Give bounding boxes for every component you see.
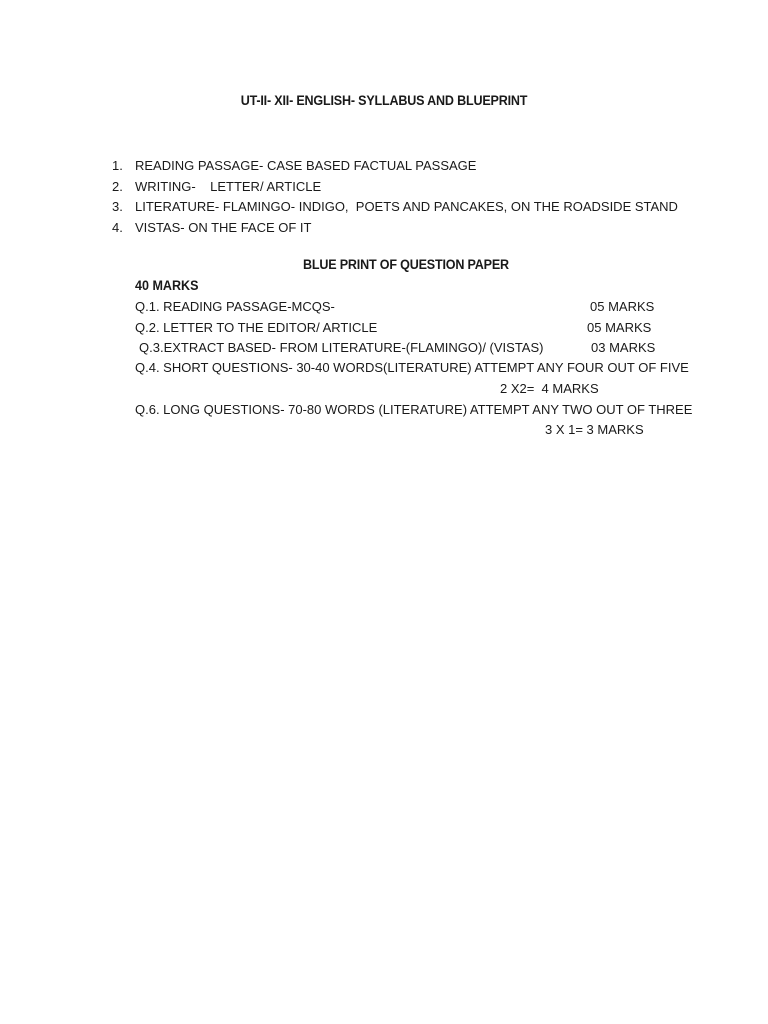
list-item-text: WRITING- LETTER/ ARTICLE [135,178,322,194]
list-item-number: 4. [112,219,123,235]
question-4-marks: 2 X2= 4 MARKS [500,381,599,396]
question-6-text: Q.6. LONG QUESTIONS- 70-80 WORDS (LITERATURE) ATTEMPT ANY TWO OUT OF THREE [135,402,693,417]
list-item-number: 3. [112,199,123,214]
list-item [112,177,678,198]
list-item-number: 1. [112,158,123,173]
list-item [112,156,678,177]
list-item-number: 2. [112,178,123,194]
list-item-text: VISTAS- ON THE FACE OF IT [135,219,312,235]
question-6-marks: 3 X 1= 3 MARKS [545,422,644,437]
question-3-text: Q.3.EXTRACT BASED- FROM LITERATURE-(FLAMINGO)/ (VISTAS) [139,340,544,355]
list-item-text: READING PASSAGE- CASE BASED FACTUAL PASSAGE [135,158,477,173]
list-item-text: LITERATURE- FLAMINGO- INDIGO, POETS AND PANCAKES, ON THE ROADSIDE STAND [135,199,678,214]
question-4-text: Q.4. SHORT QUESTIONS- 30-40 WORDS(LITERATURE) ATTEMPT ANY FOUR OUT OF FIVE [135,360,689,375]
total-marks: 40 MARKS [135,278,199,293]
syllabus-list [112,156,678,238]
question-2-text: Q.2. LETTER TO THE EDITOR/ ARTICLE [135,320,378,335]
question-1-marks: 05 MARKS [590,299,655,314]
blueprint-title: BLUE PRINT OF QUESTION PAPER [303,257,509,272]
document-title: UT-II- XII- ENGLISH- SYLLABUS AND BLUEPRINT [240,93,528,108]
question-3-marks: 03 MARKS [591,340,656,355]
list-item [112,218,678,239]
question-1-text: Q.1. READING PASSAGE-MCQS- [135,299,335,314]
list-item [112,197,678,218]
question-2-marks: 05 MARKS [587,320,652,335]
